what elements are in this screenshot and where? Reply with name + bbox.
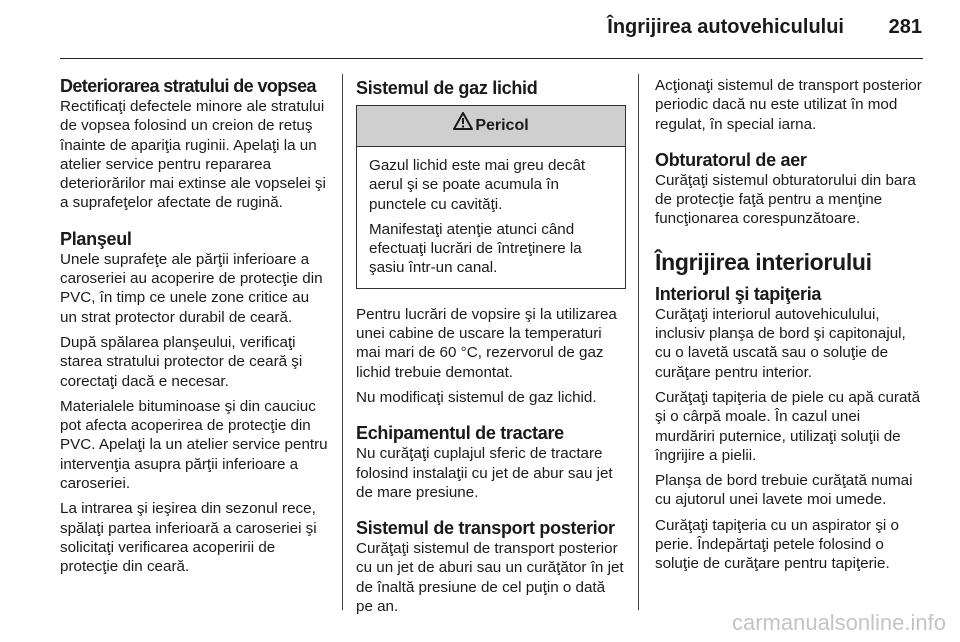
- heading-towing-equipment: Echipamentul de tractare: [356, 423, 564, 444]
- paragraph: Curăţaţi sistemul de transport posterior cu un jet de aburi sau un curăţător în jet de înaltă presiune de cel puţin o dată pe an.: [356, 540, 624, 616]
- paragraph: Planşa de bord trebuie curăţată numai cu ajutorul unei lavete moi umede.: [655, 472, 913, 509]
- column-middle: [356, 76, 626, 622]
- running-header-title: Îngrijirea autovehiculului: [607, 16, 844, 38]
- heading-lpg-system: Sistemul de gaz lichid: [356, 78, 538, 98]
- heading-air-shutter: Obturatorul de aer: [655, 149, 807, 170]
- heading-underbody: Planşeul: [60, 228, 132, 249]
- paragraph: Pentru lucrări de vopsire şi la utilizarea unei cabine de uscare la temperaturi mai mari de 60 °C, rezervorul de gaz lichid trebuie demontat.: [356, 305, 617, 381]
- heading-interior-upholstery: Interiorul şi tapiţeria: [655, 283, 822, 304]
- danger-box: [356, 105, 626, 289]
- watermark: carmanualsonline.info: [731, 610, 946, 635]
- paragraph: Nu modificaţi sistemul de gaz lichid.: [356, 388, 597, 406]
- heading-rear-carrier: Sistemul de transport posterior: [356, 518, 615, 539]
- paragraph: Curăţaţi interiorul autovehiculului, inclusiv planşa de bord şi capitonajul, cu o lavetă uscată sau o soluţie de curăţare pentru interior.: [655, 305, 906, 381]
- paragraph: Unele suprafeţe ale părţii inferioare a caroseriei au acoperire de protecţie din PVC, în timp ce unele zone critice au un strat protector durabil de ceară.: [60, 250, 323, 326]
- paragraph: Curăţaţi tapiţeria cu un aspirator şi o perie. Îndepărtaţi petele folosind o soluţie de curăţare pentru tapiţerie.: [655, 516, 899, 573]
- paragraph: Curăţaţi sistemul obturatorului din bara de protecţie faţă pentru a menţine funcţionarea corespunzătoare.: [655, 171, 916, 228]
- heading-paint-damage: Deteriorarea stratului de vopsea: [60, 76, 316, 96]
- paragraph: Nu curăţaţi cuplajul sferic de tractare folosind instalaţii cu jet de abur sau jet de mare presiune.: [356, 445, 613, 501]
- header-rule: [60, 58, 923, 59]
- paragraph: Curăţaţi tapiţeria de piele cu apă curată şi o cârpă moale. În cazul unei murdăriri puternice, utilizaţi soluţii de îngrijire a pielii.: [655, 388, 921, 464]
- column-right: [655, 76, 923, 580]
- paragraph: Acţionaţi sistemul de transport posterior periodic dacă nu este utilizat în mod regulat, în special iarna.: [655, 77, 922, 133]
- page-number: 281: [888, 16, 922, 38]
- section-title-interior-care: Îngrijirea interiorului: [655, 248, 872, 275]
- column-divider: [638, 74, 639, 610]
- warning-triangle-icon: [453, 106, 473, 146]
- paragraph: Rectificaţi defectele minore ale stratului de vopsea folosind un creion de retuş înainte de apariţia ruginii. Apelaţi la un atelier service pentru repararea deteriorărilor mai extinse ale vopselei şi a suprafeţelor afectate de rugină.: [60, 98, 326, 212]
- paragraph: După spălarea planşeului, verificaţi starea stratului protector de ceară şi corectaţi dacă e necesar.: [60, 333, 303, 390]
- danger-header: [357, 106, 625, 147]
- column-divider: [342, 74, 343, 610]
- column-left: [60, 76, 328, 583]
- danger-paragraph: Gazul lichid este mai greu decât aerul şi se poate acumula în punctele cu cavităţi.: [369, 157, 586, 213]
- paragraph: La intrarea şi ieşirea din sezonul rece, spălaţi partea inferioară a caroseriei şi solicitaţi verificarea acoperirii de protecţie din ceară.: [60, 500, 317, 576]
- danger-body: [357, 147, 625, 288]
- paragraph: Materialele bituminoase şi din cauciuc pot afecta acoperirea de protecţie din PVC. Apelaţi la un atelier service pentru intervenţia asupra părţii inferioare a caroseriei.: [60, 397, 328, 493]
- danger-label: Pericol: [475, 117, 529, 135]
- danger-paragraph: Manifestaţi atenţie atunci când efectuaţi lucrări de întreţinere la şasiu într-un canal.: [369, 220, 582, 277]
